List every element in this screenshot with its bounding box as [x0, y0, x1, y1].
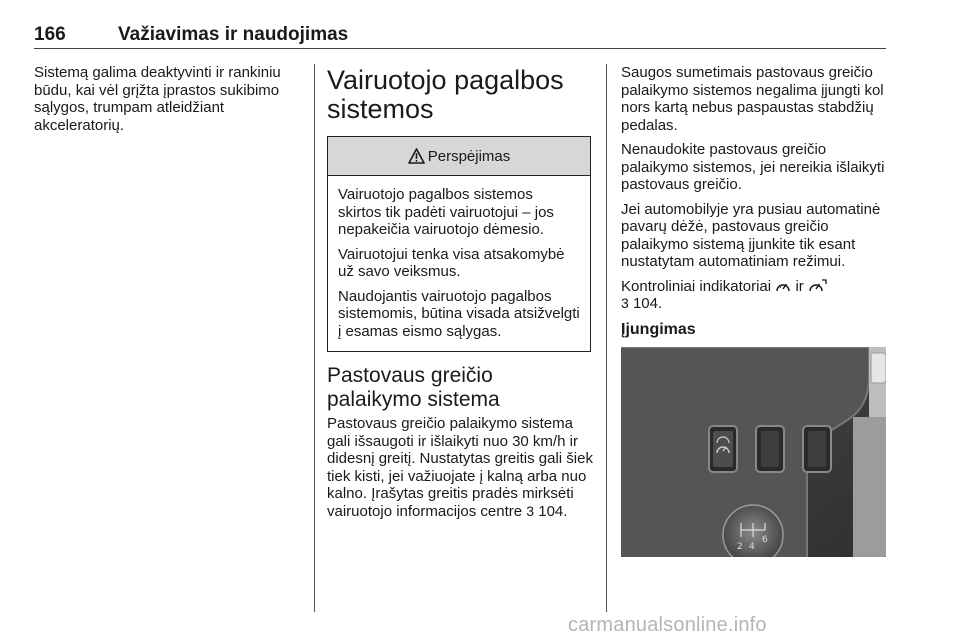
warning-box	[327, 136, 591, 352]
subsection-heading: Pastovaus greičio palaikymo sistema	[327, 364, 500, 411]
page-reference-icon: 3	[621, 295, 629, 311]
paragraph: Nenaudokite pastovaus greičio palaikymo sistemos, jei nereikia išlaikyti pastovaus greičio.	[621, 141, 885, 193]
subsection-heading: Įjungimas	[621, 320, 696, 338]
page-reference-icon: 3	[526, 502, 535, 519]
header-rule	[34, 48, 886, 49]
page-header	[34, 20, 886, 50]
warning-title: Perspėjimas	[427, 147, 511, 165]
indicators-text: Kontroliniai indikatoriai	[621, 277, 772, 295]
cruise-control-set-icon	[808, 279, 828, 293]
warning-box-header	[328, 137, 590, 176]
warning-paragraph: Naudojantis vairuotojo pagalbos sistemomis, būtina visada atsižvelgti į esamas eismo sąlygas.	[338, 287, 580, 340]
paragraph: Jei automobilyje yra pusiau automatinė pavarų dėžė, pastovaus greičio palaikymo sistemą įjunkite tik esant nustatytam automatiniam režimui.	[621, 200, 881, 270]
warning-triangle-icon	[408, 148, 425, 164]
page-reference-link[interactable]: 104.	[632, 295, 663, 312]
page-reference-link[interactable]: 104.	[538, 502, 568, 520]
gear-label: 4	[749, 541, 755, 552]
column-divider-1	[314, 64, 315, 612]
column-2	[327, 64, 593, 527]
gear-label: 2	[737, 541, 743, 552]
indicators-and: ir	[795, 277, 804, 295]
paragraph: Sistemą galima deaktyvinti ir rankiniu būdu, kai vėl grįžta įprastos sukibimo sąlygos, trumpam atleidžiant akceleratorių.	[34, 64, 281, 134]
column-3	[621, 64, 887, 557]
indicators-paragraph	[621, 278, 887, 313]
column-1	[34, 64, 300, 141]
gear-label: 6	[762, 534, 768, 545]
paragraph	[327, 415, 593, 520]
switch-panel-photo	[621, 347, 886, 557]
page-number: 166	[34, 24, 66, 45]
cruise-control-icon	[775, 279, 791, 293]
watermark: carmanualsonline.info	[568, 614, 767, 636]
paragraph: Saugos sumetimais pastovaus greičio palaikymo sistemos negalima įjungti kol nors kartą nebus paspaustas stabdžių pedalas.	[621, 64, 884, 134]
page-title: Važiavimas ir naudojimas	[118, 24, 349, 45]
warning-paragraph: Vairuotojo pagalbos sistemos skirtos tik padėti vairuotojui – jos nepakeičia vairuotojo dėmesio.	[338, 186, 554, 238]
section-heading: Vairuotojo pagalbos sistemos	[327, 65, 564, 124]
warning-box-body	[328, 176, 590, 351]
paragraph-text: Pastovaus greičio palaikymo sistema gali išsaugoti ir išlaikyti nuo 30 km/h ir didesnį greitį. Nustatytas greitis gali šiek tiek kisti, jei važiuojate į kalną arba nuo kalno. Įrašytas greitis pradės mirksėti vairuotojo informacijos centre	[327, 415, 593, 520]
column-divider-2	[606, 64, 607, 612]
warning-paragraph: Vairuotojui tenka visa atsakomybė už savo veiksmus.	[338, 245, 565, 280]
